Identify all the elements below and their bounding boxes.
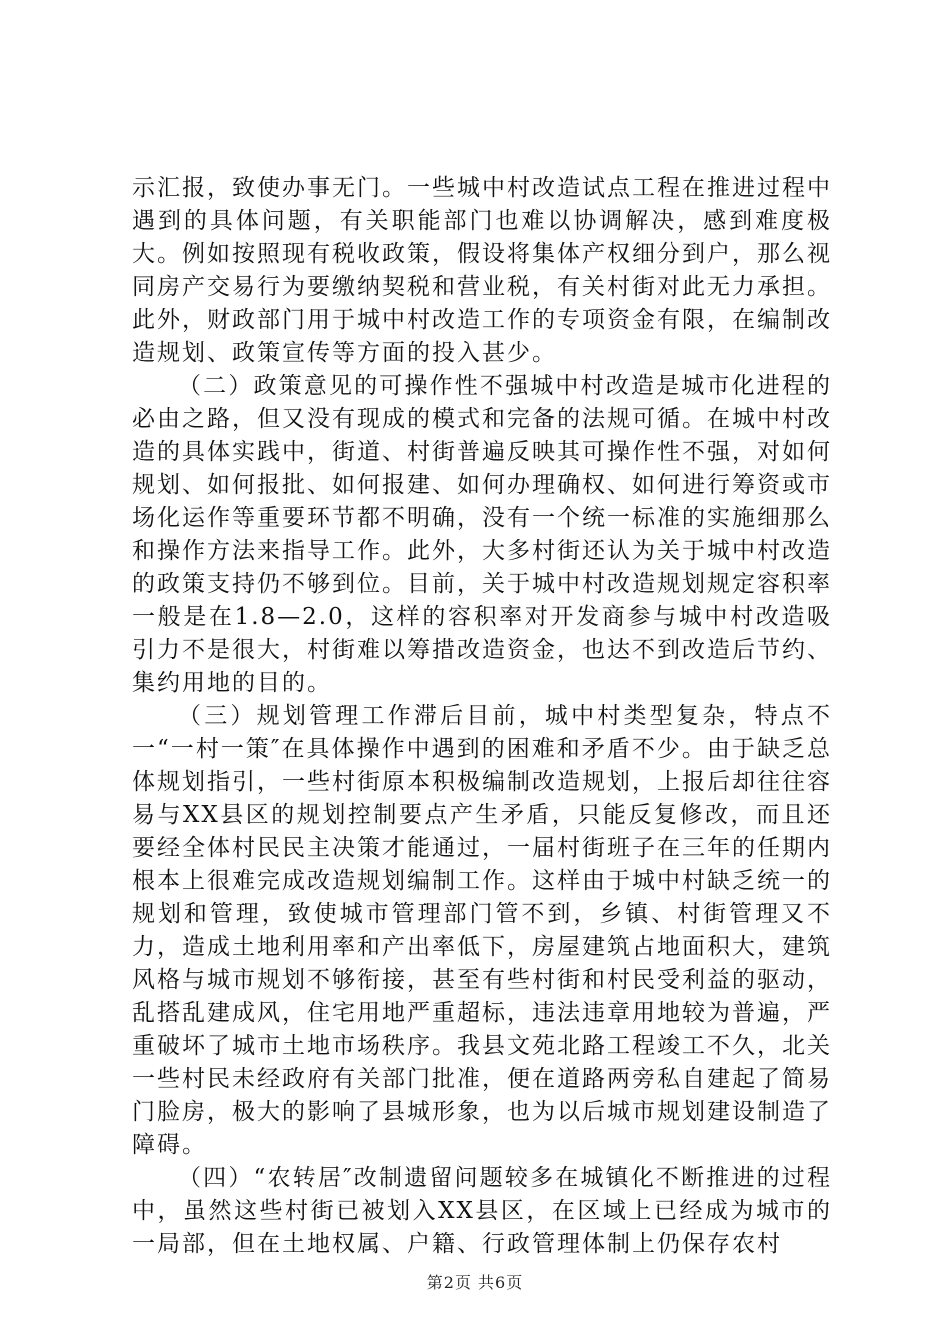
- document-body: [132, 172, 832, 1261]
- paragraph-2-policy-operability: （二）政策意见的可操作性不强城中村改造是城市化进程的必由之路，但又没有现成的模式和完备的法规可循。在城中村改造的具体实践中，街道、村街普遍反映其可操作性不强，对如何规划、如何报批、如何报建、如何办理确权、如何进行筹资或市场化运作等重要环节都不明确，没有一个统一标准的实施细那么和操作方法来指导工作。此外，大多村街还认为关于城中村改造的政策支持仍不够到位。目前，关于城中村改造规划规定容积率一般是在1.8—2.0，这样的容积率对开发商参与城中村改造吸引力不是很大，村街难以筹措改造资金，也达不到改造后节约、集约用地的目的。: [132, 373, 832, 696]
- page-number-footer: 第2页 共6页: [426, 1273, 524, 1292]
- paragraph-4-residency-conversion: （四）“农转居″改制遗留问题较多在城镇化不断推进的过程中，虽然这些村街已被划入XX县区，在区域上已经成为城市的一局部，但在土地权属、户籍、行政管理体制上仍保存农村: [132, 1165, 832, 1257]
- paragraph-1: 示汇报，致使办事无门。一些城中村改造试点工程在推进过程中遇到的具体问题，有关职能部门也难以协调解决，感到难度极大。例如按照现有税收政策，假设将集体产权细分到户，那么视同房产交易行为要缴纳契税和营业税，有关村街对此无力承担。此外，财政部门用于城中村改造工作的专项资金有限，在编制改造规划、政策宣传等方面的投入甚少。: [132, 175, 832, 366]
- paragraph-3-planning-management: （三）规划管理工作滞后目前，城中村类型复杂，特点不一“一村一策″在具体操作中遇到的困难和矛盾不少。由于缺乏总体规划指引，一些村街原本积极编制改造规划，上报后却往往容易与XX县区的规划控制要点产生矛盾，只能反复修改，而且还要经全体村民民主决策才能通过，一届村街班子在三年的任期内根本上很难完成改造规划编制工作。这样由于城中村缺乏统一的规划和管理，致使城市管理部门管不到，乡镇、村街管理又不力，造成土地利用率和产出率低下，房屋建筑占地面积大，建筑风格与城市规划不够衔接，甚至有些村街和村民受利益的驱动，乱搭乱建成风，住宅用地严重超标，违法违章用地较为普遍，严重破坏了城市土地市场秩序。我县文苑北路工程竣工不久，北关一些村民未经政府有关部门批准，便在道路两旁私自建起了简易门脸房，极大的影响了县城形象，也为以后城市规划建设制造了障碍。: [132, 703, 832, 1158]
